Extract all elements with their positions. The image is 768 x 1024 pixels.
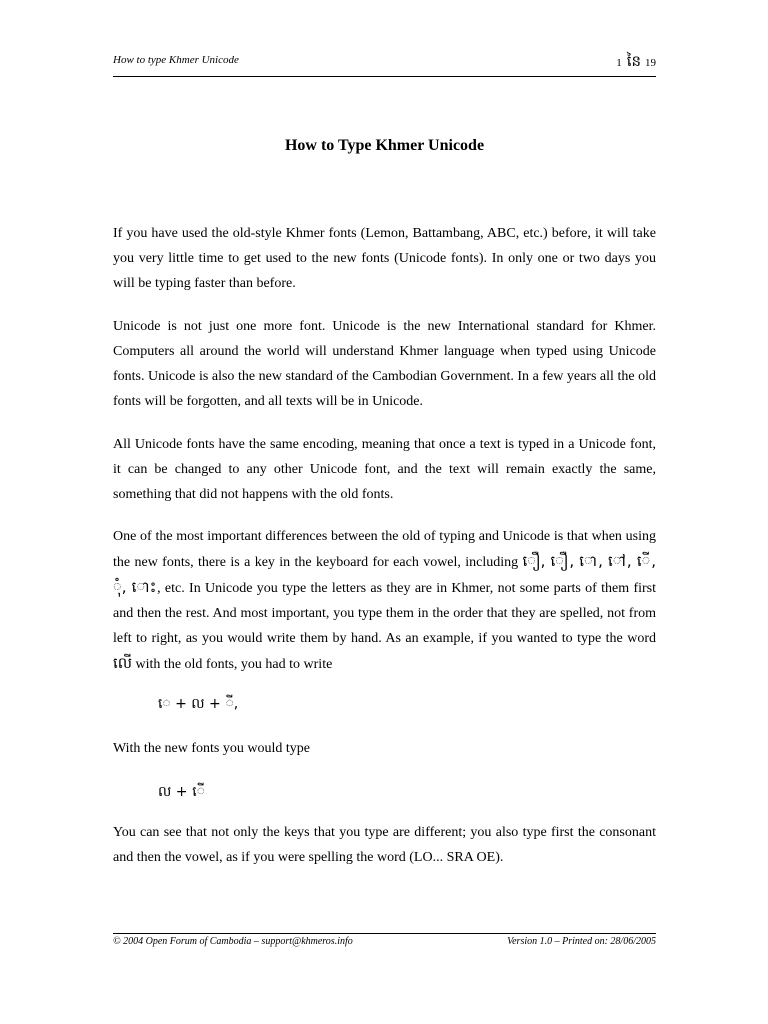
page-total: 19 xyxy=(645,57,656,69)
header-title: How to type Khmer Unicode xyxy=(113,54,239,66)
khmer-vowel-list: ឿ, ឿ, ោ, ៅ, ើ, ុំ, ោះ xyxy=(113,552,657,596)
page-of-word: នៃ xyxy=(626,52,641,70)
footer-version: Version 1.0 – Printed on: 28/06/2005 xyxy=(507,936,656,947)
paragraph-differences xyxy=(113,524,656,677)
footer-copyright: © 2004 Open Forum of Cambodia – support@khmeros.info xyxy=(113,936,353,947)
paragraph-encoding: All Unicode fonts have the same encoding, meaning that once a text is typed in a Unicode font, it can be changed to any other Unicode font, and the text will remain exactly the same, something that did not happens with the old fonts. xyxy=(113,437,656,502)
paragraph-new-fonts: With the new fonts you would type xyxy=(113,741,310,756)
khmer-example-word: លើ xyxy=(113,654,133,672)
new-font-formula: ល + ើ xyxy=(158,784,205,800)
paragraph-unicode-standard: Unicode is not just one more font. Unicode is the new International standard for Khmer. Computers all around the world will understand Khmer language when typed using Unicode fonts. Unicode is also the new standard of the Cambodian Government. In a few years all the old fonts will be forgotten, and all texts will be in Unicode. xyxy=(113,319,656,409)
running-footer xyxy=(113,936,656,952)
old-font-formula: េ + ល + ី, xyxy=(158,696,239,712)
paragraph-conclusion: You can see that not only the keys that you type are different; you also type first the consonant and then the vowel, as if you were spelling the word (LO... SRA OE). xyxy=(113,825,656,865)
header-divider xyxy=(113,76,656,77)
differences-text-1: One of the most important differences between the old of typing and Unicode is that when using the new fonts, there is a key in the keyboard for each vowel, including xyxy=(113,529,656,570)
page-number: 1 xyxy=(616,57,622,69)
paragraph-intro: If you have used the old-style Khmer fonts (Lemon, Battambang, ABC, etc.) before, it will take you very little time to get used to the new fonts (Unicode fonts). In only one or two days you will be typing faster than before. xyxy=(113,226,656,291)
differences-text-3: with the old fonts, you had to write xyxy=(132,657,333,672)
footer-divider xyxy=(113,933,656,934)
document-title: How to Type Khmer Unicode xyxy=(284,137,485,154)
header-page-indicator xyxy=(616,52,656,74)
running-header xyxy=(113,52,656,70)
differences-text-2: , etc. In Unicode you type the letters as they are in Khmer, not some parts of them first and then the rest. And most important, you type them in the order that they are spelled, not from left to right, as you would write them by hand. As an example, if you wanted to type the word xyxy=(113,581,656,646)
